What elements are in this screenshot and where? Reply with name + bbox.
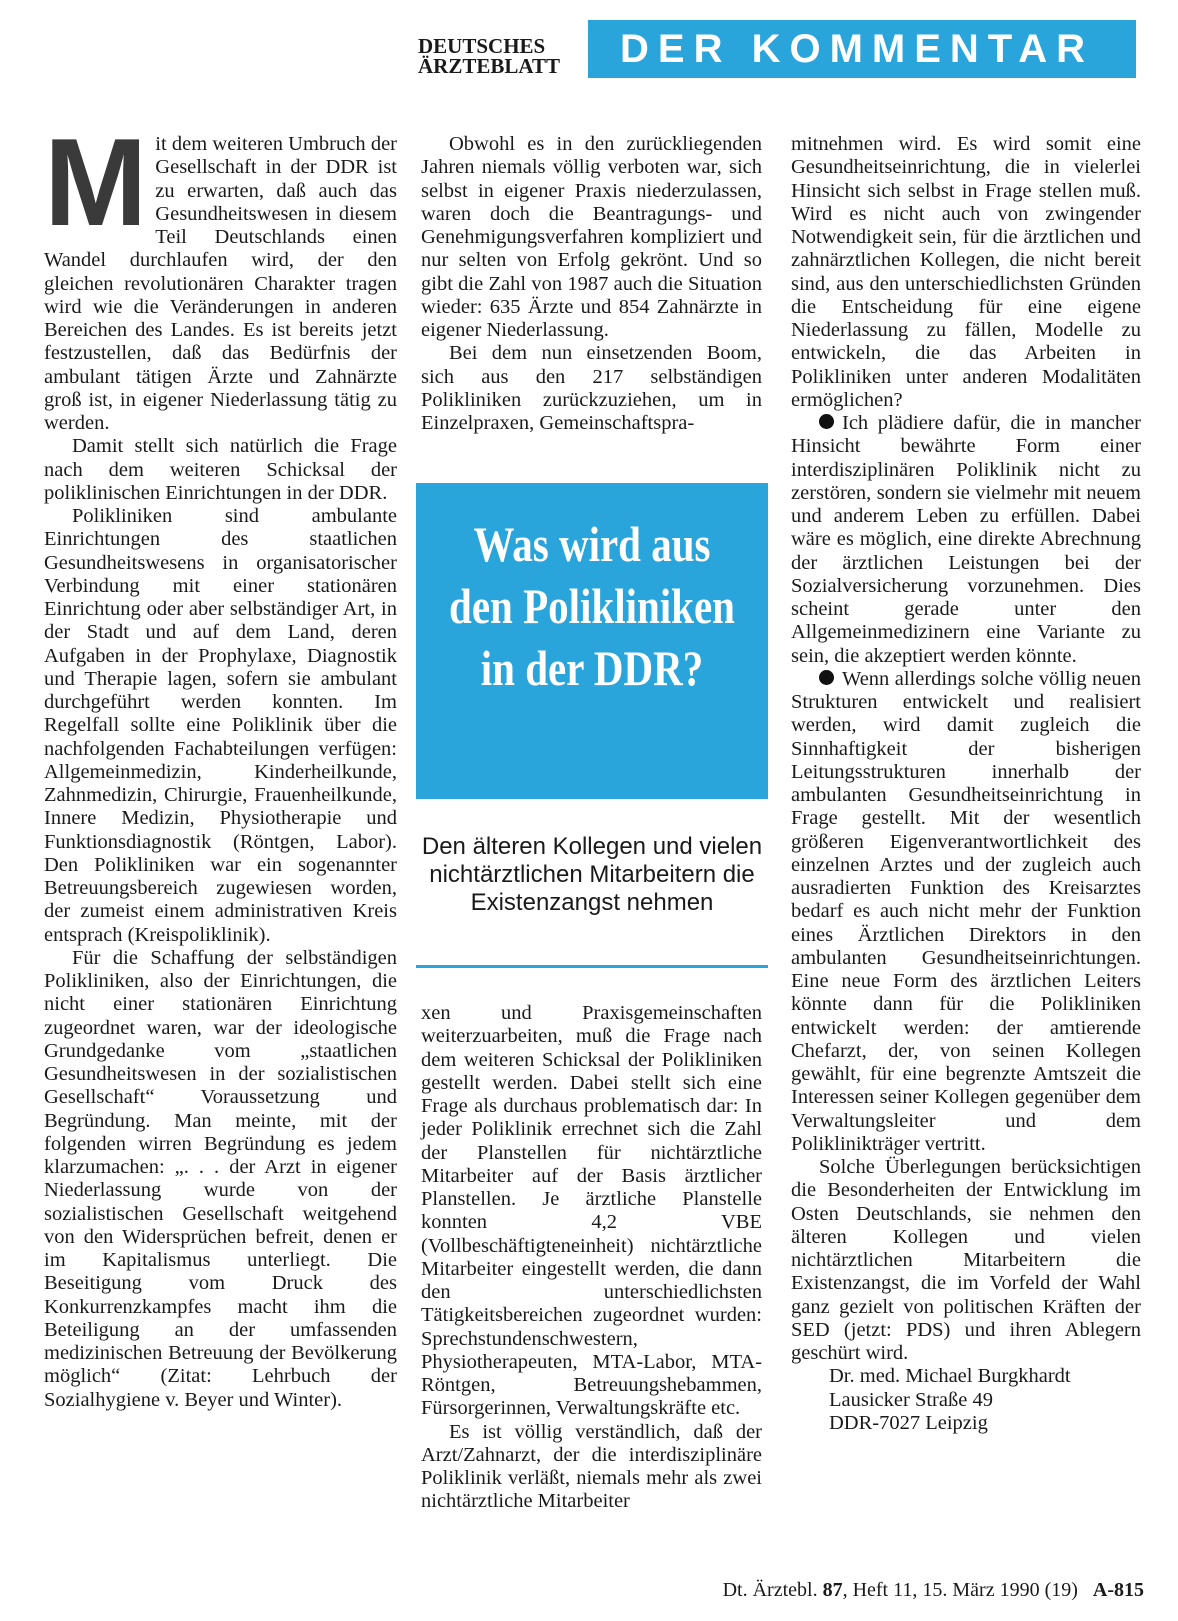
footer-journal: Dt. Ärztebl. [722, 1579, 818, 1601]
headline-callout-box [416, 483, 768, 799]
bullet-icon [819, 670, 834, 685]
article-headline: Was wird aus den Polikliniken in der DDR? [449, 516, 735, 696]
article-column-3 [791, 133, 1141, 1435]
article-paragraph: mitnehmen wird. Es wird somit eine Gesundheitseinrichtung, die in vielerlei Hinsicht sich selbst in Frage stellen muß. Wird es nicht auch von zwingender Notwendigkeit sein, für die ärztlichen und zahnärztlichen Kollegen, die nicht bereit sind, aus den unterschiedlichsten Gründen die Entscheidung für eine eigene Niederlassung zu fällen, Modelle zu entwickeln, die das Arbeiten in Polikliniken unter anderen Modalitäten ermöglichen? [791, 133, 1141, 411]
callout-rule [416, 965, 768, 968]
footer-issue: , Heft 11, 15. März 1990 (19) [842, 1579, 1078, 1601]
section-banner: DER KOMMENTAR [588, 20, 1136, 78]
article-subheadline: Den älteren Kollegen und vielen nichtärztlichen Mitarbeitern die Existenzangst nehmen [421, 833, 763, 916]
article-paragraph: Für die Schaffung der selbständigen Polikliniken, also der Einrichtungen, die nicht einer stationären Einrichtung zugeordnet waren, war der ideologische Grundgedanke vom „staatlichen Gesundheitswesen in der sozialistischen Gesellschaft“ Voraussetzung und Begründung. Man meinte, mit der folgenden wirren Begründung es jedem klarzumachen: „. . . der Arzt in eigener Niederlassung wurde von der sozialistischen Gesellschaft weitgehend von den Widersprüchen befreit, denen er im Kapitalismus unterliegt. Die Beseitigung vom Druck des Konkurrenzkampfes macht ihm die Beteiligung an der umfassenden medizinischen Betreuung der Bevölkerung möglich“ (Zitat: Lehrbuch der Sozialhygiene v. Beyer und Winter). [44, 946, 397, 1411]
masthead-line-2: ÄRZTEBLATT [418, 54, 560, 78]
masthead-line-1: DEUTSCHES [418, 34, 546, 58]
author-name: Dr. med. Michael Burgkhardt [829, 1365, 1071, 1388]
article-paragraph: Damit stellt sich natürlich die Frage nach dem weiteren Schicksal der poliklinischen Einrichtungen in der DDR. [44, 435, 397, 504]
journal-masthead [418, 36, 570, 78]
article-paragraph [791, 668, 1141, 1156]
author-signature [791, 1365, 1141, 1435]
article-column-1 [44, 114, 397, 1412]
article-paragraph [44, 114, 397, 435]
article-paragraph: Solche Überlegungen berücksichtigen die Besonderheiten der Entwicklung im Osten Deutschlands, sie nehmen den älteren Kollegen und vielen nichtärztlichen Mitarbeitern die Existenzangst, die im Vorfeld der Wahl ganz gezielt von politischen Kräften der SED (jetzt: PDS) und ihren Ablegern geschürt wird. [791, 1156, 1141, 1364]
article-paragraph: xen und Praxisgemeinschaften weiterzuarbeiten, muß die Frage nach dem weiteren Schicksal der Polikliniken gestellt werden. Dabei stellt sich eine Frage als durchaus problematisch dar: In jeder Poliklinik errechnet sich die Zahl der Planstellen für nichtärztliche Mitarbeiter auf der Basis ärztlicher Planstellen. Je ärztliche Planstelle konnten 4,2 VBE (Vollbeschäftigteneinheit) nichtärztliche Mitarbeiter eingestellt werden, die dann den unterschiedlichsten Tätigkeitsbereichen zugeordnet wurden: Sprechstundenschwestern, Physiotherapeuten, MTA-Labor, MTA-Röntgen, Betreuungshebammen, Fürsorgerinnen, Verwaltungskräfte etc. [421, 1002, 762, 1420]
paragraph-text: Ich plädiere dafür, die in mancher Hinsicht bewährte Form einer interdisziplinären Poliklinik nicht zu zerstören, sondern sie vielmehr mit neuem und anderem Leben zu erfüllen. Dabei wäre es möglich, eine direkte Abrechnung der ärztlichen Leistungen bei der Sozialversicherung vorzunehmen. Dies scheint gerade unter den Allgemeinmedizinern eine Variante zu sein, die akzeptiert werden könnte. [791, 412, 1141, 667]
paragraph-text: Wenn allerdings solche völlig neuen Strukturen entwickelt und realisiert werden, wird damit zugleich die Sinnhaftigkeit der bisherigen Leitungsstrukturen innerhalb der ambulanten Gesundheitseinrichtung in Frage gestellt. Mit der wesentlich größeren Eigenverantwortlichkeit des einzelnen Arztes und der zugleich auch ausradierten Funktion des Kreisarztes bedarf es auch nicht mehr der Funktion eines Ärztlichen Direktors in den ambulanten Gesundheitseinrichtungen. Eine neue Form des ärztlichen Leiters könnte dann für die Polikliniken entwickelt werden: der amtierende Chefarzt, der, von seinen Kollegen gewählt, für eine begrenzte Amtszeit die Interessen seiner Kollegen gegenüber dem Verwaltungsleiter und dem Poliklinikträger vertritt. [791, 667, 1141, 1155]
drop-cap: M [44, 114, 148, 252]
article-column-2-bottom [421, 1002, 762, 1514]
footer-volume: 87 [822, 1579, 843, 1601]
author-city: DDR-7027 Leipzig [829, 1411, 988, 1434]
article-column-2-top [421, 133, 762, 435]
article-paragraph [791, 412, 1141, 668]
footer-page-number: A-815 [1092, 1579, 1144, 1601]
page-footer [644, 1578, 1144, 1602]
article-paragraph: Polikliniken sind ambulante Einrichtungen des staatlichen Gesundheitswesens in organisatorischer Verbindung mit einer stationären Einrichtung oder aber selbständiger Art, in der Stadt und auf dem Land, deren Aufgaben in der Prophylaxe, Diagnostik und Therapie lagen, sofern sie ambulant durchgeführt werden konnten. Im Regelfall sollte eine Poliklinik über die nachfolgenden Fachabteilungen verfügen: Allgemeinmedizin, Kinderheilkunde, Zahnmedizin, Chirurgie, Frauenheilkunde, Innere Medizin, Physiotherapie und Funktionsdiagnostik (Röntgen, Labor). Den Polikliniken war ein sogenannter Betreuungsbereich zugewiesen worden, der zumeist einem administrativen Kreis entsprach (Kreispoliklinik). [44, 505, 397, 946]
paragraph-text: it dem weiteren Umbruch der Gesellschaft in der DDR ist zu erwarten, daß auch das Gesundheitswesen in diesem Teil Deutschlands einen Wandel durchlaufen wird, der den gleichen revolutionären Charakter tragen wird wie die Veränderungen in anderen Bereichen des Landes. Es ist bereits jetzt festzustellen, daß das Bedürfnis der ambulant tätigen Ärzte und Zahnärzte groß ist, in eigener Niederlassung tätig zu werden. [44, 133, 397, 434]
article-paragraph: Es ist völlig verständlich, daß der Arzt/Zahnarzt, der die interdisziplinäre Poliklinik verläßt, niemals mehr als zwei nichtärztliche Mitarbeiter [421, 1420, 762, 1513]
article-paragraph: Bei dem nun einsetzenden Boom, sich aus den 217 selbständigen Polikliniken zurückzuziehen, um in Einzelpraxen, Gemeinschaftspra- [421, 342, 762, 434]
author-street: Lausicker Straße 49 [829, 1388, 993, 1411]
article-paragraph: Obwohl es in den zurückliegenden Jahren niemals völlig verboten war, sich selbst in eigener Praxis niederzulassen, waren doch die Beantragungs- und Genehmigungsverfahren kompliziert und nur selten von Erfolg gekrönt. Und so gibt die Zahl von 1987 auch die Situation wieder: 635 Ärzte und 854 Zahnärzte in eigener Niederlassung. [421, 133, 762, 341]
bullet-icon [819, 414, 834, 429]
